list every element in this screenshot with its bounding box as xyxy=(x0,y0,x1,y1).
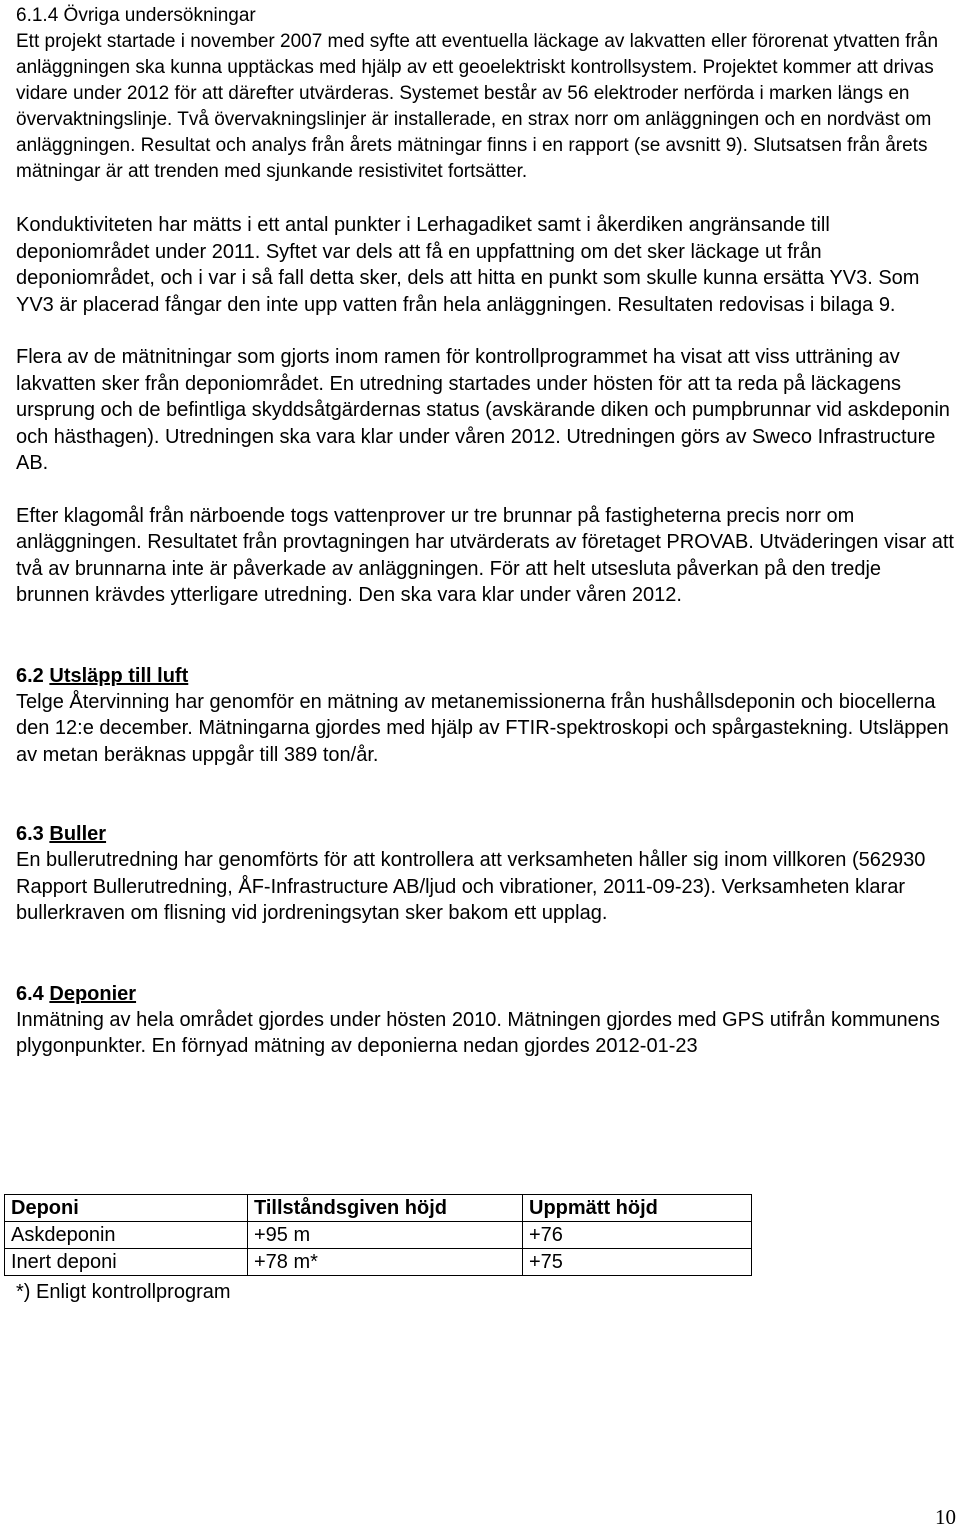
section-heading-6-4 xyxy=(16,981,956,1007)
table-cell: Inert deponi xyxy=(5,1249,248,1276)
table-header-cell: Uppmätt höjd xyxy=(523,1195,752,1222)
section-number: 6.4 xyxy=(16,982,44,1005)
paragraph-conductivity: Konduktiviteten har mätts i ett antal punkter i Lerhagadiket samt i åkerdiken angränsande till deponiområdet under 2011. Syftet var dels att få en uppfattning om det sker läckage ut från deponiområdet, och i var i så fall detta sker, dels att hitta en punkt som skulle kunna ersätta YV3. Som YV3 är placerad fångar den inte upp vatten från hela anläggningen. Resultaten redovisas i bilaga 9. xyxy=(16,214,920,316)
table-cell: +76 xyxy=(523,1222,752,1249)
table-row xyxy=(5,1222,752,1249)
table-cell: +78 m* xyxy=(248,1249,523,1276)
sub-heading-6-1-4 xyxy=(16,4,956,28)
paragraph-landfills: Inmätning av hela området gjordes under hösten 2010. Mätningen gjordes med GPS utifrån kommunens plygonpunkter. En förnyad mätning av deponierna nedan gjordes 2012-01-23 xyxy=(16,1008,940,1057)
table-cell: +75 xyxy=(523,1249,752,1276)
section-number: 6.2 xyxy=(16,664,44,687)
section-heading-6-2 xyxy=(16,663,956,689)
table-header-cell: Tillståndsgiven höjd xyxy=(248,1195,523,1222)
table-cell: +95 m xyxy=(248,1222,523,1249)
paragraph-emissions: Telge Återvinning har genomför en mätning av metanemissionerna från hushållsdeponin och biocellerna den 12:e december. Mätningarna gjordes med hjälp av FTIR-spektroskopi och spårgastekning. Utsläppen av metan beräknas uppgår till 389 ton/år. xyxy=(16,690,949,766)
landfill-height-table xyxy=(4,1194,752,1276)
sub-heading-title: Övriga undersökningar xyxy=(63,5,256,26)
paragraph-geoelectric: Ett projekt startade i november 2007 med syfte att eventuella läckage av lakvatten eller förorenat ytvatten från anläggningen ska kunna upptäckas med hjälp av ett geoelektriskt kontrollsystem. Projektet kommer att drivas vidare under 2012 för att därefter utvärderas. Systemet består av 56 elektroder nerförda i marken längs en övervaktningslinje. Två övervakningslinjer är installerade, en strax norr om anläggningen och en nordväst om anläggningen. Resultat och analys från årets mätningar finns i en rapport (se avsnitt 9). Slutsatsen från årets mätningar är att trenden med sjunkande resistivitet fortsätter. xyxy=(16,31,939,182)
section-title: Buller xyxy=(49,823,107,845)
paragraph-noise: En bullerutredning har genomförts för att kontrollera att verksamheten håller sig inom villkoren (562930 Rapport Bullerutredning, ÅF-Infrastructure AB/ljud och vibrationer, 2011-09-23). Verksamheten klarar bullerkraven om flisning vid jordreningsytan sker bakom ett upplag. xyxy=(16,849,926,924)
section-heading-6-3 xyxy=(16,821,956,847)
page-number: 10 xyxy=(935,1505,956,1529)
table-cell: Askdeponin xyxy=(5,1222,248,1249)
paragraph-leakage-investigation: Flera av de mätnitningar som gjorts inom ramen för kontrollprogrammet ha visat att viss utträning av lakvatten sker från deponiområdet. En utredning startades under hösten för att ta reda på läckagens ursprung och de befintliga skyddsåtgärdernas status (avskärande diken och pumpbrunnar vid askdeponin och hästhagen). Utredningen ska vara klar under våren 2012. Utredningen görs av Sweco Infrastructure AB. xyxy=(16,346,950,474)
sub-heading-number: 6.1.4 xyxy=(16,5,59,26)
table-row xyxy=(5,1249,752,1276)
section-title: Deponier xyxy=(49,982,137,1005)
table-header-cell: Deponi xyxy=(5,1195,248,1222)
document-page xyxy=(16,0,956,1060)
section-number: 6.3 xyxy=(16,823,44,845)
section-title: Utsläpp till luft xyxy=(49,664,189,687)
table-footnote: *) Enligt kontrollprogram xyxy=(16,1281,231,1303)
table-header-row xyxy=(5,1195,752,1222)
paragraph-well-samples: Efter klagomål från närboende togs vattenprover ur tre brunnar på fastigheterna precis norr om anläggningen. Resultatet från provtagningen har utvärderats av företaget PROVAB. Utväderingen visar att två av brunnarna inte är påverkade av anläggningen. För att helt utsesluta påverkan på den tredje brunnen krävdes ytterligare utredning. Den ska vara klar under våren 2012. xyxy=(16,504,954,606)
